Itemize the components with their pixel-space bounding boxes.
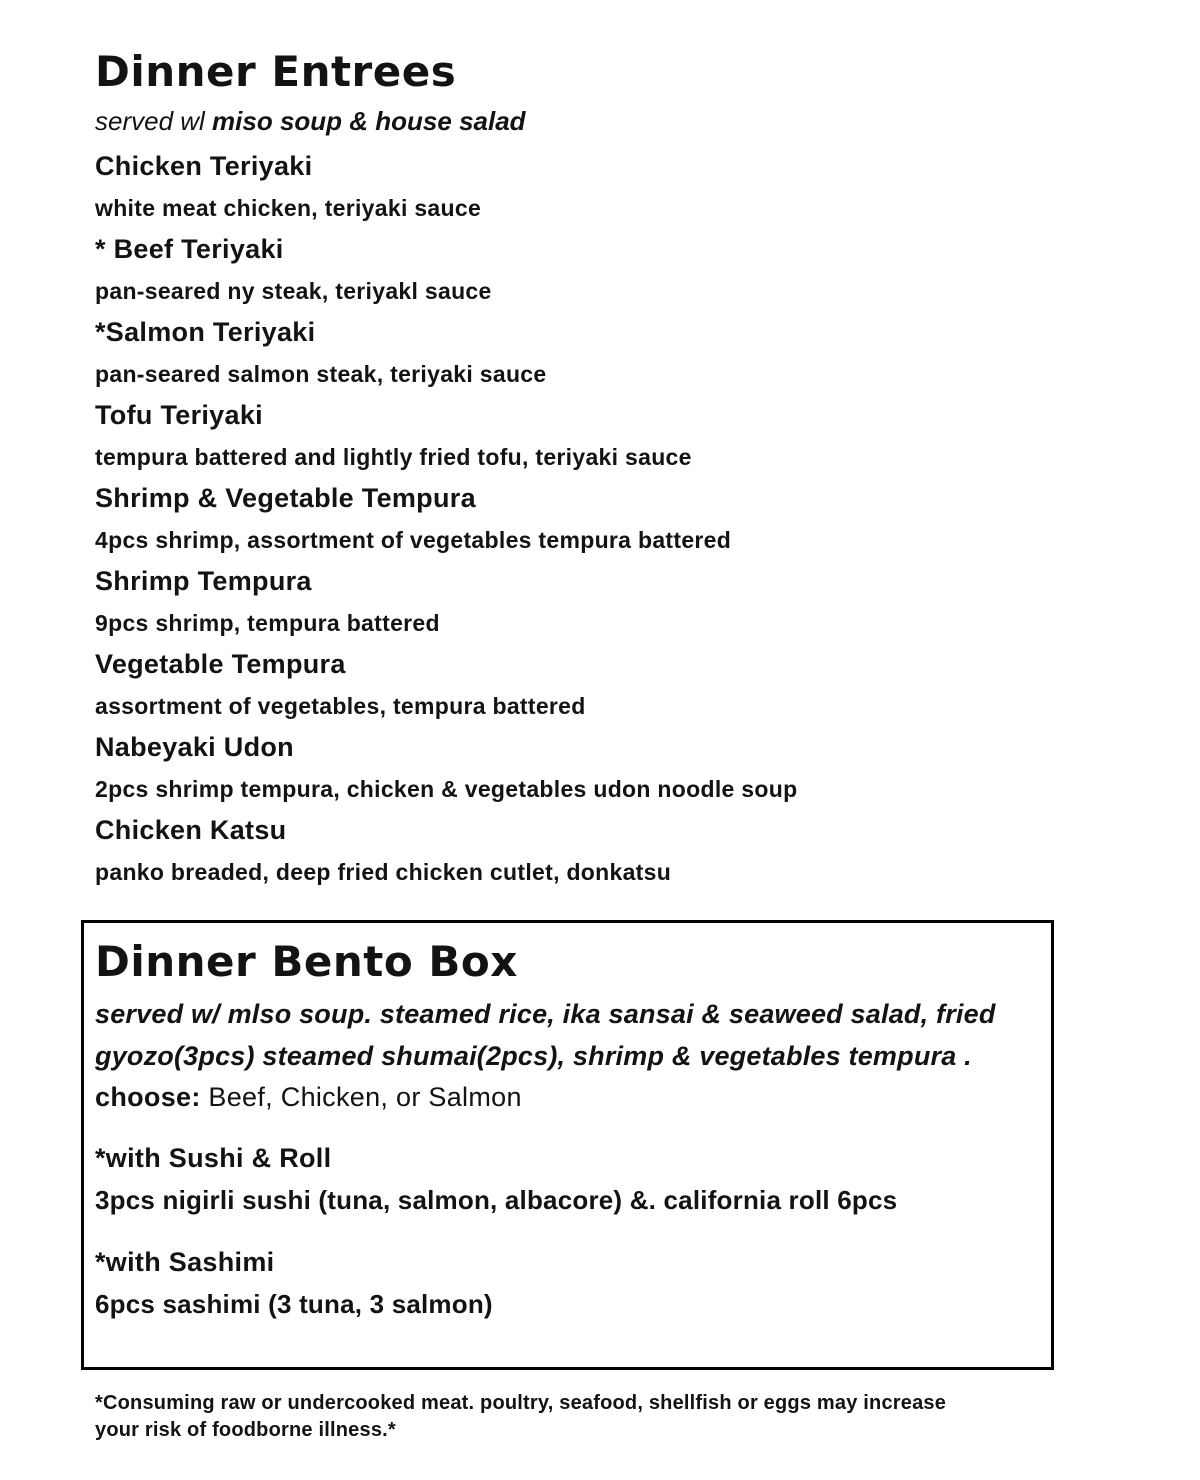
entrees-subtitle-prefix: served wl — [95, 106, 213, 137]
menu-item-shrimp-tempura — [95, 561, 1110, 644]
bento-option-sashimi — [95, 1241, 1027, 1325]
menu-item-shrimp-vegetable-tempura — [95, 478, 1110, 561]
option-description: 6pcs sashimi (3 tuna, 3 salmon) — [95, 1289, 493, 1320]
item-description: assortment of vegetables, tempura battered — [95, 693, 586, 720]
item-description: tempura battered and lightly fried tofu, teriyaki sauce — [95, 444, 692, 471]
bento-option-sushi-roll — [95, 1137, 1027, 1221]
menu-item-nabeyaki-udon — [95, 727, 1110, 810]
item-name: *Salmon Teriyaki — [95, 317, 316, 348]
item-description: 2pcs shrimp tempura, chicken & vegetables udon noodle soup — [95, 776, 798, 803]
item-name: Shrimp & Vegetable Tempura — [95, 483, 476, 514]
menu-item-chicken-teriyaki — [95, 146, 1110, 229]
bento-title: Dinner Bento Box — [95, 937, 518, 987]
item-description: pan-seared ny steak, teriyakl sauce — [95, 278, 492, 305]
menu-item-salmon-teriyaki — [95, 312, 1110, 395]
item-name: Nabeyaki Udon — [95, 732, 294, 763]
option-name: *with Sashimi — [95, 1247, 275, 1278]
option-name: *with Sushi & Roll — [95, 1143, 332, 1174]
item-description: 9pcs shrimp, tempura battered — [95, 610, 440, 637]
menu-item-beef-teriyaki — [95, 229, 1110, 312]
item-description: 4pcs shrimp, assortment of vegetables tempura battered — [95, 527, 732, 554]
item-name: Tofu Teriyaki — [95, 400, 263, 431]
bento-choose-line — [95, 1077, 1027, 1117]
entrees-title: Dinner Entrees — [95, 47, 457, 96]
item-description: pan-seared salmon steak, teriyaki sauce — [95, 361, 547, 388]
item-description: panko breaded, deep fried chicken cutlet, donkatsu — [95, 859, 672, 886]
item-name: Chicken Katsu — [95, 815, 287, 846]
item-description: white meat chicken, teriyaki sauce — [95, 195, 482, 222]
choose-options: Beef, Chicken, or Salmon — [200, 1082, 522, 1113]
menu-item-vegetable-tempura — [95, 644, 1110, 727]
item-name: Chicken Teriyaki — [95, 151, 313, 182]
item-name: Shrimp Tempura — [95, 566, 312, 597]
entrees-subtitle-bold: miso soup & house salad — [212, 106, 526, 137]
item-name: Vegetable Tempura — [95, 649, 346, 680]
menu-item-tofu-teriyaki — [95, 395, 1110, 478]
dinner-bento-box-section — [81, 920, 1054, 1370]
dinner-entrees-section — [95, 47, 1110, 893]
bento-description — [95, 993, 1027, 1077]
menu-item-chicken-katsu — [95, 810, 1110, 893]
entrees-subtitle — [95, 104, 1110, 138]
bento-description-line-1: served w/ mlso soup. steamed rice, ika sansai & seaweed salad, fried — [95, 999, 996, 1030]
option-description: 3pcs nigirli sushi (tuna, salmon, albacore) &. california roll 6pcs — [95, 1185, 898, 1216]
choose-label: choose: — [95, 1082, 201, 1113]
raw-food-disclaimer: *Consuming raw or undercooked meat. poultry, seafood, shellfish or eggs may increase your risk of foodborne illness.* — [95, 1392, 947, 1442]
item-name: * Beef Teriyaki — [95, 234, 284, 265]
bento-description-line-2: gyozo(3pcs) steamed shumai(2pcs), shrimp & vegetables tempura . — [95, 1041, 972, 1072]
